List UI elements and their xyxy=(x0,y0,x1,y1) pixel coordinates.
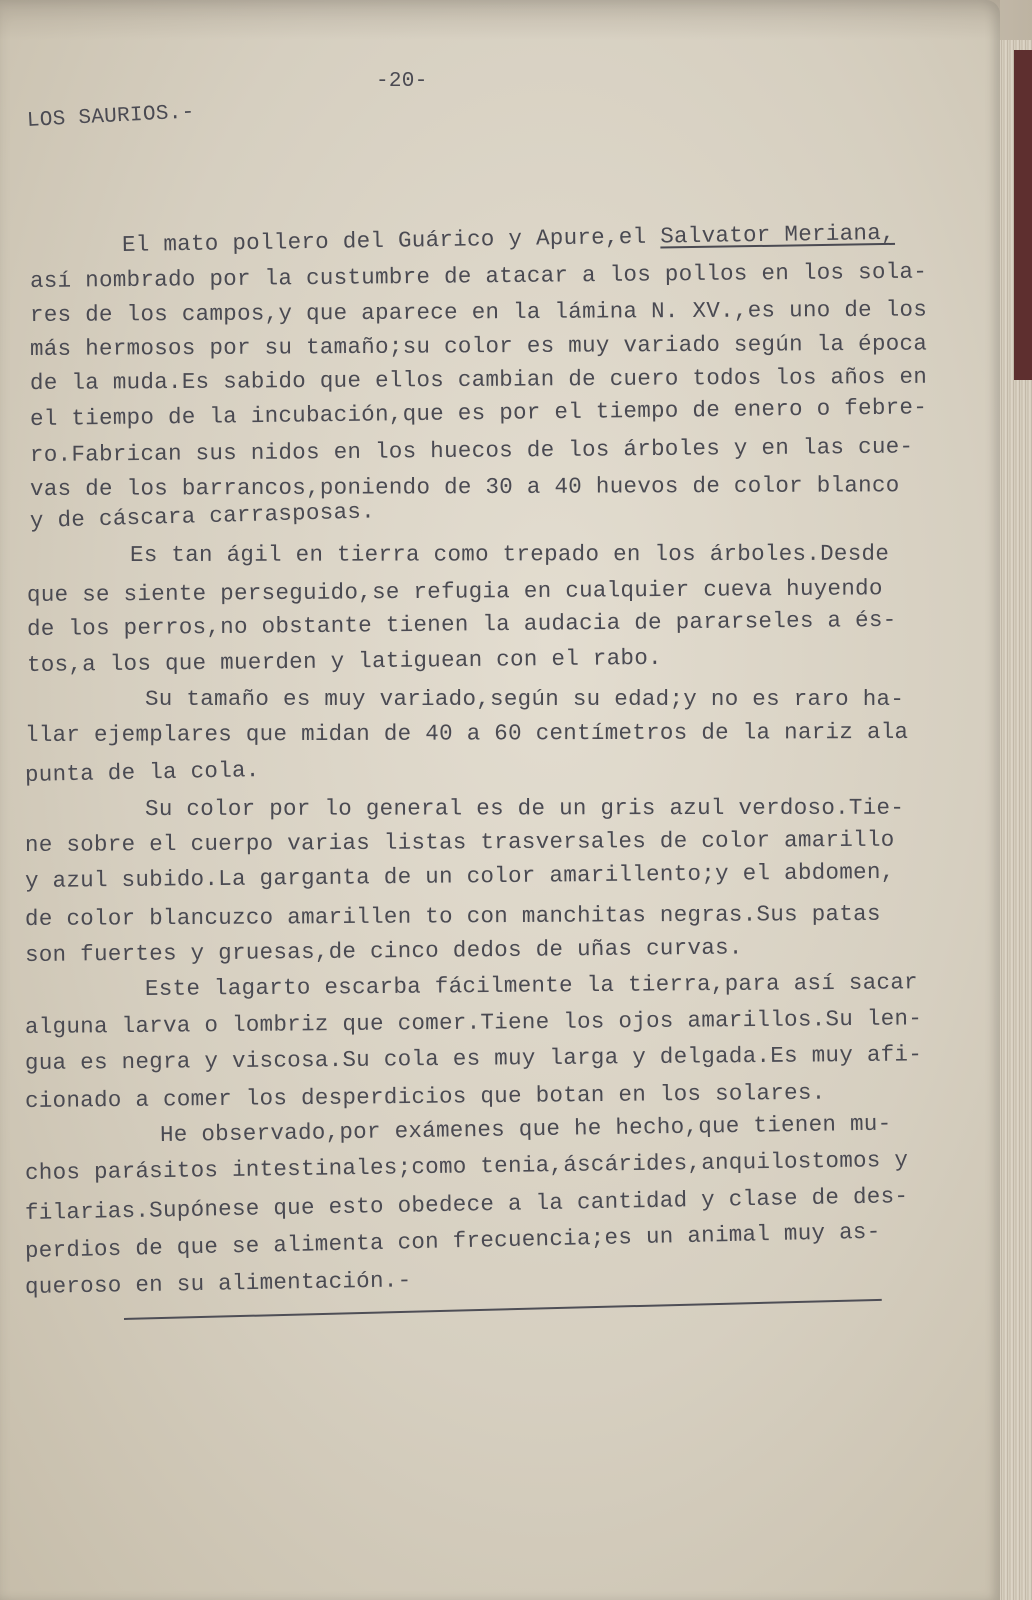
text-line-15: llar ejemplares que midan de 40 a 60 centímetros de la nariz ala xyxy=(24,718,909,748)
page-shadow xyxy=(0,0,1000,40)
text-line-17: Su color por lo general es de un gris azul verdoso.Tie- xyxy=(144,794,905,822)
book-cover-edge xyxy=(1014,50,1032,380)
text-line-28: filarias.Supónese que esto obedece a la cantidad y clase de des- xyxy=(24,1183,909,1226)
text-line-16: punta de la cola. xyxy=(24,757,260,788)
text-line-27: chos parásitos intestinales;como tenia,áscárides,anquilostomos y xyxy=(24,1146,909,1186)
text-line-29: perdios de que se alimenta con frecuencia;es un animal muy as- xyxy=(24,1218,881,1264)
text-line-12: de los perros,no obstante tienen la audacia de pararseles a és- xyxy=(26,606,897,642)
text-line-30: queroso en su alimentación.- xyxy=(24,1267,412,1300)
text-line-1 xyxy=(122,220,895,258)
text-line-5: de la muda.Es sabido que ellos cambian de cuero todos los años en xyxy=(29,363,928,396)
text-line-20: de color blancuzco amarillen to con manchitas negras.Sus patas xyxy=(24,900,881,932)
text-line-13: tos,a los que muerden y latiguean con el rabo. xyxy=(26,644,663,678)
text-line-9: y de cáscara carrasposas. xyxy=(29,498,376,534)
text-line-24: gua es negra y viscosa.Su cola es muy larga y delgada.Es muy afi- xyxy=(24,1041,923,1076)
text-line-6: el tiempo de la incubación,que es por el tiempo de enero o febre- xyxy=(29,394,928,432)
text-line-11: que se siente perseguido,se refugia en cualquier cueva huyendo xyxy=(26,575,883,608)
text-line-18: ne sobre el cuerpo varias listas trasversales de color amarillo xyxy=(24,826,895,858)
text-line-25: cionado a comer los desperdicios que botan en los solares. xyxy=(24,1079,826,1114)
text-line-3: res de los campos,y que aparece en la lámina N. XV.,es uno de los xyxy=(29,296,928,328)
text-line-10: Es tan ágil en tierra como trepado en los árboles.Desde xyxy=(129,540,890,568)
text-line-1-body: El mato pollero del Guárico y Apure,el xyxy=(121,223,661,258)
closing-rule xyxy=(124,1299,882,1320)
text-line-2: así nombrado por la custumbre de atacar a los pollos en los sola- xyxy=(29,258,928,294)
text-line-8: vas de los barrancos,poniendo de 30 a 40 huevos de color blanco xyxy=(29,472,900,502)
text-line-26: He observado,por exámenes que he hecho,que tienen mu- xyxy=(159,1110,892,1148)
text-line-4: más hermosos por su tamaño;su color es muy variado según la época xyxy=(29,330,928,362)
text-line-21: son fuertes y gruesas,de cinco dedos de uñas curvas. xyxy=(24,934,743,968)
text-line-23: alguna larva o lombriz que comer.Tiene los ojos amarillos.Su len- xyxy=(24,1005,923,1040)
section-heading: LOS SAURIOS.- xyxy=(26,101,196,133)
text-line-19: y azul subido.La garganta de un color amarillento;y el abdomen, xyxy=(24,858,895,894)
text-line-22: Este lagarto escarba fácilmente la tierra,para así sacar xyxy=(144,969,919,1002)
text-line-7: ro.Fabrican sus nidos en los huecos de los árboles y en las cue- xyxy=(29,433,914,468)
page-number: -20- xyxy=(376,70,428,93)
species-name: Salvator Meriana, xyxy=(660,219,896,250)
text-line-14: Su tamaño es muy variado,según su edad;y no es raro ha- xyxy=(145,686,905,712)
